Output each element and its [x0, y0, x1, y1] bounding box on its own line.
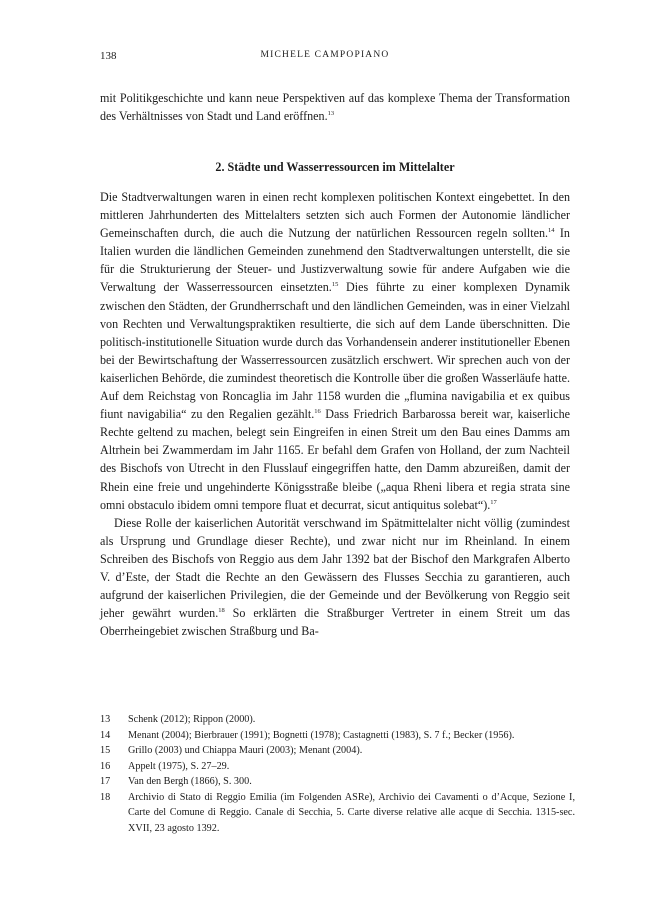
footnote-ref: 16: [314, 408, 321, 416]
paragraph: [100, 514, 570, 641]
paragraph: [100, 188, 570, 514]
footnote-ref: 17: [490, 498, 497, 506]
footnote-number: 16: [100, 760, 111, 772]
page-number: 138: [100, 50, 117, 62]
footnote-number: 14: [100, 729, 111, 741]
footnote-number: 13: [100, 714, 111, 725]
footnote-text: Grillo (2003) und Chiappa Mauri (2003); Menant (2004).: [128, 745, 363, 756]
footnote-text: Appelt (1975), S. 27–29.: [128, 760, 230, 772]
footnote-ref: 13: [327, 110, 335, 118]
footnote-text: Van den Bergh (1866), S. 300.: [128, 776, 252, 787]
footnote-text: Menant (2004); Bierbrauer (1991); Bognetti (1978); Castagnetti (1983), S. 7 f.; Becker (1956).: [128, 729, 515, 741]
text-run: In Italien wurden die ländlichen Gemeinden zunehmend den Stadtverwaltungen unterstellt, die sie für die Strukturierung der Steuer- und Justizverwaltung sowie für andere Aufgaben wie die Verwaltung der Wasserressourcen einsetzten.: [100, 226, 570, 295]
body-text: [100, 188, 570, 640]
footnote-number: 15: [100, 745, 111, 756]
footnote: [100, 774, 575, 790]
footnote-text: Archivio di Stato di Reggio Emilia (im Folgenden ASRe), Archivio dei Cavamenti o d’Acque, Sezione I, Carte del Comune di Reggio. Canale di Secchia, 5. Carte diverse relative alle acque di Secchia. 1315-sec. XVII, 23 agosto 1392.: [128, 791, 575, 834]
footnotes: [100, 712, 575, 836]
footnote: [100, 728, 575, 744]
footnote: [100, 790, 575, 837]
running-head: MICHELE CAMPOPIANO: [260, 50, 390, 60]
footnote: [100, 743, 575, 759]
footnote-number: 17: [100, 776, 111, 787]
text-run: So erklärten die Straßburger Vertreter in einem Streit um das Oberrheingebiet zwischen Straßburg und Ba-: [100, 606, 570, 639]
footnote-ref: 14: [548, 227, 555, 235]
footnote-number: 18: [100, 791, 111, 803]
intro-paragraph: [100, 89, 570, 125]
text-run: Diese Rolle der kaiserlichen Autorität verschwand im Spätmittelalter nicht völlig (zumindest als Ursprung und Grundlage dieser Rechte), und zwar nicht nur im Rheinland. In einem Schreiben des Bischofs von Reggio aus dem Jahr 1392 bat der Bischof den Markgrafen Alberto V. d’Este, der Stadt die Rechte an den Gewässern des Flusses Secchia zu garantieren, auch aufgrund der kaiserlichen Privilegien, die der Gemeinde und der Bevölkerung von Reggio seit jeher gewährt wurden.: [100, 515, 570, 621]
section-heading: 2. Städte und Wasserressourcen im Mittelalter: [215, 160, 455, 174]
footnote-ref: 18: [218, 607, 225, 615]
text-run: Die Stadtverwaltungen waren in einen recht komplexen politischen Kontext eingebettet. In den mittleren Jahrhunderten des Mittelalters setzten sich auch Formen der Autonomie ländlicher Gemeinschaften durch, die auch die Nutzung der natürlichen Ressourcen regeln sollten.: [100, 190, 570, 241]
intro-text: mit Politikgeschichte und kann neue Perspektiven auf das komplexe Thema der Transformation des Verhältnisses von Stadt und Land eröffnen.: [100, 91, 570, 124]
footnote-text: Schenk (2012); Rippon (2000).: [128, 714, 256, 725]
text-run: Dies führte zu einer komplexen Dynamik zwischen den Städten, der Grundherrschaft und den ländlichen Gemeinden, was in einer Vielzahl von Rechten und Verwaltungspraktiken resultierte, die sich auf dem Lande überschnitten. Die politisch-institutionelle Situation wurde durch das Vorhandensein anderer institutioneller Ebenen bei der Bewirtschaftung der Wasserressourcen zusätzlich erschwert. Wir sprechen auch von der kaiserlichen Behörde, die zumindest theoretisch die Kontrolle über die großen Wasserläufe hatte. Auf dem Reichstag von Roncaglia im Jahr 1158 wurden die „flumina navigabilia et ex quibus fiunt navigabilia“ zu den Regalien gezählt.: [100, 280, 570, 422]
footnote-ref: 15: [331, 281, 339, 289]
footnote: [100, 759, 575, 775]
footnote: [100, 712, 575, 728]
text-run: Dass Friedrich Barbarossa bereit war, kaiserliche Rechte geltend zu machen, belegt sein Eingreifen in einen Streit um den Bau eines Damms am Altrhein bei Zwammerdam im Jahr 1165. Er befahl dem Grafen von Holland, der zum Nachteil des Bischofs von Utrecht in den Flusslauf eingegriffen hatte, den Damm abzureißen, damit der Rhein eine freie und ungehinderte Königsstraße bleibe („aqua Rheni libera et regia strata sine omni obstaculo ibidem omni tempore fluat et decurrat, sicut antiquitus solebat“).: [100, 407, 571, 512]
